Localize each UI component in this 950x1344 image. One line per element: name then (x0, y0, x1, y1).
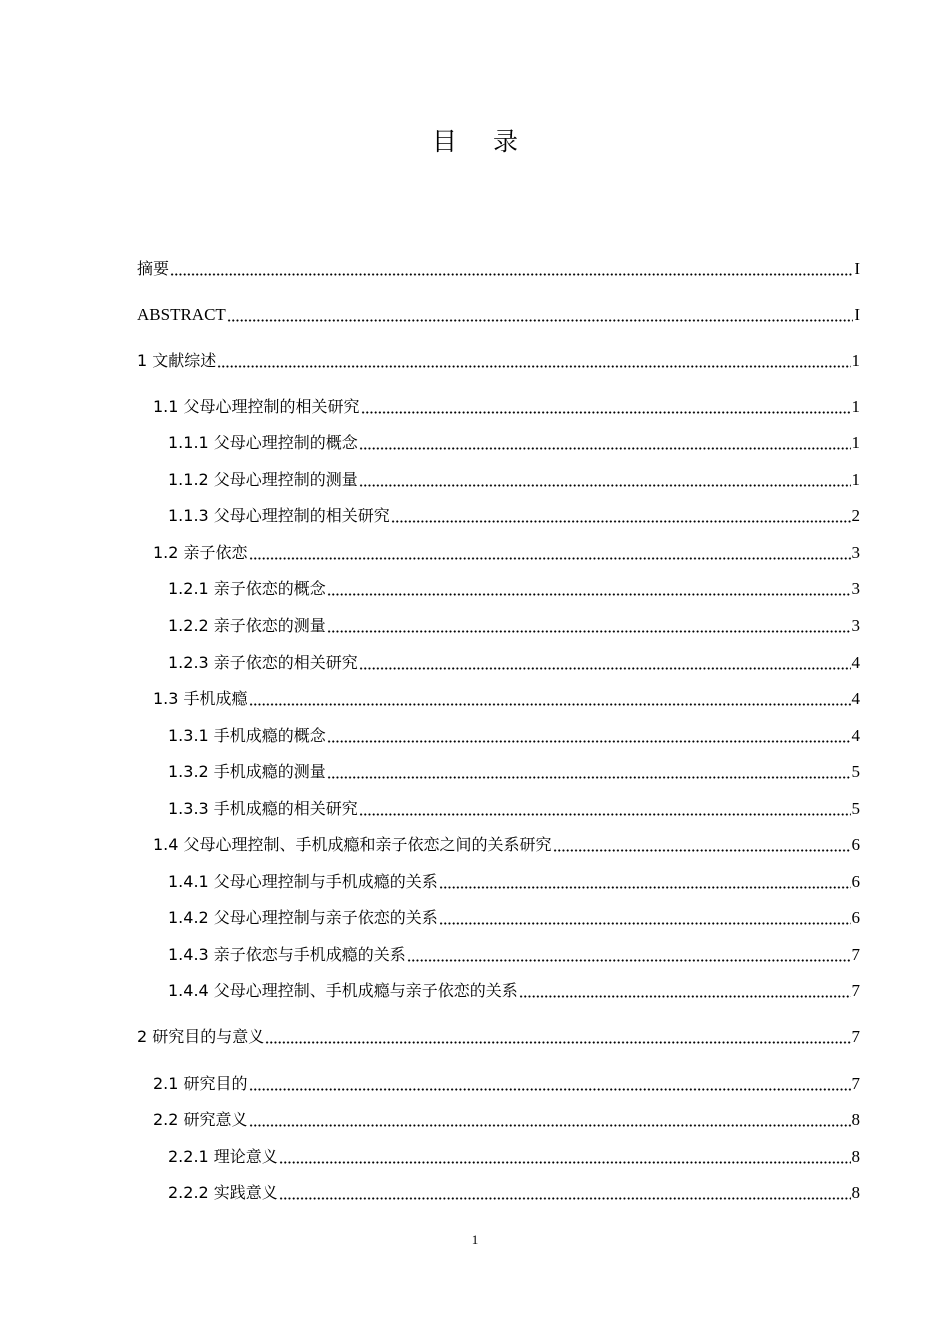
toc-leader-dots (359, 484, 851, 487)
toc-entry-page: 8 (851, 1183, 860, 1202)
toc-entry-1-3-1[interactable] (168, 723, 860, 747)
toc-entry-1-4-2[interactable] (168, 905, 860, 929)
toc-entry-label: 1.3 手机成瘾 (153, 689, 248, 708)
toc-entry-label: 1.4.2 父母心理控制与亲子依恋的关系 (168, 908, 438, 927)
toc-entry-page: 3 (851, 579, 860, 598)
toc-entry-page: 8 (851, 1147, 860, 1166)
toc-entry-page: 2 (851, 506, 860, 525)
toc-entry-abstract-cn[interactable] (137, 256, 860, 280)
toc-entry-label: 1.2.1 亲子依恋的概念 (168, 579, 326, 598)
toc-leader-dots (359, 813, 851, 816)
toc-entry-1-1-1[interactable] (168, 430, 860, 454)
toc-entry-page: 6 (851, 835, 860, 854)
toc-leader-dots (249, 1088, 851, 1091)
toc-entry-1-3[interactable] (153, 686, 860, 710)
toc-leader-dots (170, 273, 853, 276)
toc-entry-1-2[interactable] (153, 540, 860, 564)
toc-entry-label: 1 文献综述 (137, 351, 217, 370)
toc-entry-2-2-2[interactable] (168, 1180, 860, 1204)
toc-leader-dots (361, 411, 851, 414)
toc-entry-page: 1 (851, 397, 860, 416)
toc-leader-dots (279, 1197, 851, 1200)
toc-entry-page: 3 (851, 616, 860, 635)
toc-entry-page: 4 (851, 689, 860, 708)
toc-entry-label: 1.3.3 手机成瘾的相关研究 (168, 799, 358, 818)
toc-entry-label: 1.4.3 亲子依恋与手机成瘾的关系 (168, 945, 406, 964)
toc-entry-page: 1 (851, 470, 860, 489)
toc-leader-dots (249, 557, 851, 560)
toc-entry-label: 2.2 研究意义 (153, 1110, 248, 1129)
toc-entry-page: 6 (851, 872, 860, 891)
toc-entry-page: 4 (851, 726, 860, 745)
toc-entry-label: 1.3.2 手机成瘾的测量 (168, 762, 326, 781)
toc-leader-dots (359, 667, 851, 670)
toc-entry-abstract-en[interactable] (137, 302, 860, 326)
toc-entry-label: 1.2 亲子依恋 (153, 543, 248, 562)
toc-entry-1-2-2[interactable] (168, 613, 860, 637)
toc-entry-page: 8 (851, 1110, 860, 1129)
toc-entry-label: 2.1 研究目的 (153, 1074, 248, 1093)
toc-entry-page: 5 (851, 762, 860, 781)
toc-entry-page: I (854, 305, 860, 324)
toc-entry-page: 1 (851, 433, 860, 452)
toc-entry-1-4-1[interactable] (168, 869, 860, 893)
toc-leader-dots (279, 1161, 851, 1164)
toc-entry-1-4-4[interactable] (168, 978, 860, 1002)
toc-entry-1-1[interactable] (153, 394, 860, 418)
page-number: 1 (471, 1232, 479, 1247)
toc-leader-dots (327, 776, 851, 779)
toc-entry-page: 7 (851, 945, 860, 964)
toc-entry-label: 1.2.3 亲子依恋的相关研究 (168, 653, 358, 672)
toc-entry-label: 1.1.2 父母心理控制的测量 (168, 470, 358, 489)
toc-entry-1-4-3[interactable] (168, 942, 860, 966)
toc-entry-label: 2 研究目的与意义 (137, 1027, 265, 1046)
toc-leader-dots (227, 319, 854, 322)
toc-leader-dots (553, 849, 851, 852)
toc-entry-label: 1.4 父母心理控制、手机成瘾和亲子依恋之间的关系研究 (153, 835, 552, 854)
toc-leader-dots (407, 959, 851, 962)
toc-leader-dots (249, 703, 851, 706)
toc-entry-1-3-2[interactable] (168, 759, 860, 783)
toc-leader-dots (439, 922, 851, 925)
page-title: 目 录 (432, 127, 532, 156)
toc-entry-2-1[interactable] (153, 1071, 860, 1095)
toc-entry-label: 1.1.1 父母心理控制的概念 (168, 433, 358, 452)
toc-entry-1-2-1[interactable] (168, 576, 860, 600)
toc-entry-page: 5 (851, 799, 860, 818)
toc-entry-label: 2.2.1 理论意义 (168, 1147, 278, 1166)
toc-entry-page: 7 (851, 1074, 860, 1093)
toc-entry-2-2-1[interactable] (168, 1144, 860, 1168)
toc-leader-dots (327, 740, 851, 743)
toc-entry-page: 1 (851, 351, 860, 370)
toc-leader-dots (359, 447, 851, 450)
toc-entry-page: 3 (851, 543, 860, 562)
toc-entry-label: 2.2.2 实践意义 (168, 1183, 278, 1202)
toc-entry-label: 1.1.3 父母心理控制的相关研究 (168, 506, 390, 525)
toc-entry-2-2[interactable] (153, 1107, 860, 1131)
toc-leader-dots (217, 365, 850, 368)
toc-entry-label: 1.1 父母心理控制的相关研究 (153, 397, 360, 416)
toc-entry-page: I (854, 259, 860, 278)
toc-leader-dots (265, 1041, 850, 1044)
toc-entry-page: 6 (851, 908, 860, 927)
toc-entry-1-2-3[interactable] (168, 650, 860, 674)
toc-leader-dots (519, 995, 851, 998)
toc-entry-page: 7 (851, 981, 860, 1000)
toc-entry-1-1-2[interactable] (168, 467, 860, 491)
toc-entry-2[interactable] (137, 1024, 860, 1048)
toc-entry-label: 1.4.4 父母心理控制、手机成瘾与亲子依恋的关系 (168, 981, 518, 1000)
toc-entry-page: 7 (851, 1027, 860, 1046)
toc-entry-label: 摘要 (137, 259, 170, 278)
toc-leader-dots (249, 1124, 851, 1127)
toc-leader-dots (391, 520, 851, 523)
toc-entry-label: 1.3.1 手机成瘾的概念 (168, 726, 326, 745)
toc-entry-label: ABSTRACT (137, 305, 226, 324)
toc-entry-page: 4 (851, 653, 860, 672)
toc-entry-1[interactable] (137, 348, 860, 372)
toc-entry-label: 1.2.2 亲子依恋的测量 (168, 616, 326, 635)
toc-entry-1-1-3[interactable] (168, 503, 860, 527)
toc-leader-dots (327, 630, 851, 633)
toc-leader-dots (327, 593, 851, 596)
toc-leader-dots (439, 886, 851, 889)
toc-entry-label: 1.4.1 父母心理控制与手机成瘾的关系 (168, 872, 438, 891)
toc-entry-1-4[interactable] (153, 832, 860, 856)
toc-entry-1-3-3[interactable] (168, 796, 860, 820)
